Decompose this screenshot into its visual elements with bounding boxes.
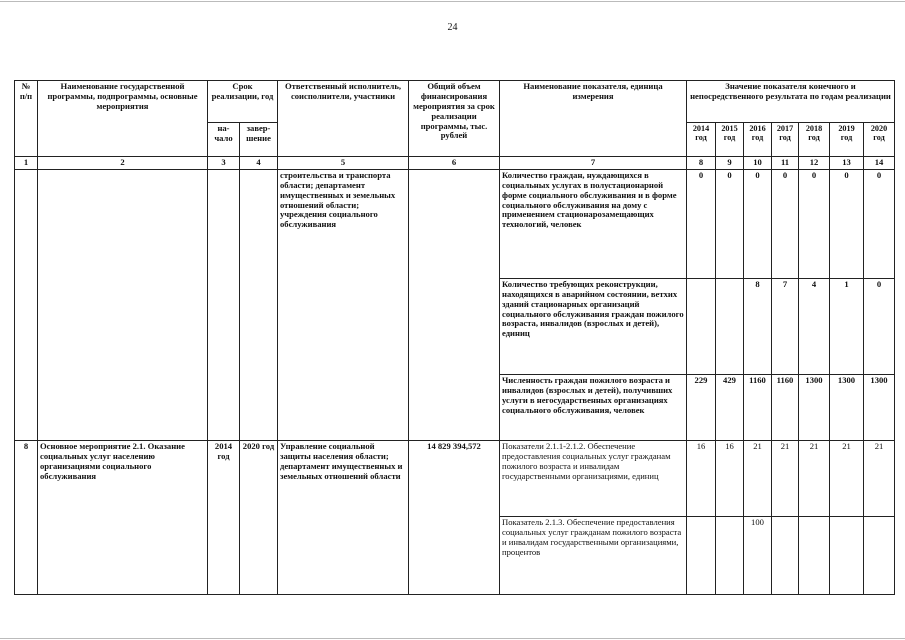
indicator-value — [716, 516, 744, 594]
indicator-value: 4 — [799, 278, 830, 374]
column-number: 4 — [240, 157, 278, 170]
indicator-value: 1300 — [799, 374, 830, 440]
indicator-value — [687, 278, 716, 374]
indicator-value: 16 — [687, 440, 716, 516]
header-year: 2014 год — [687, 123, 716, 157]
indicator-text: Количество требующих реконструкции, находящихся в аварийном состоянии, ветхих зданий стационарных организаций социального обслуживания граждан пожилого возраста, инвалидов (взрослых и детей), единиц — [500, 278, 687, 374]
column-number: 2 — [38, 157, 208, 170]
indicator-value: 0 — [799, 169, 830, 278]
header-year: 2020 год — [864, 123, 895, 157]
header-year: 2019 год — [830, 123, 864, 157]
indicator-value: 16 — [716, 440, 744, 516]
indicator-value — [687, 516, 716, 594]
indicator-value: 0 — [864, 169, 895, 278]
indicator-value — [772, 516, 799, 594]
indicator-value: 8 — [744, 278, 772, 374]
indicator-text: Показатели 2.1.1-2.1.2. Обеспечение предоставления социальных услуг гражданам пожилого возраста и инвалидам государственными организациями, единиц — [500, 440, 687, 516]
cell-no — [15, 169, 38, 440]
header-year: 2018 год — [799, 123, 830, 157]
cell-end: 2020 год — [240, 440, 278, 594]
cell-start — [208, 169, 240, 440]
column-number: 13 — [830, 157, 864, 170]
indicator-value: 1160 — [772, 374, 799, 440]
indicator-text: Численность граждан пожилого возраста и инвалидов (взрослых и детей), получивших услуги в негосударственных организациях социального обслуживания, человек — [500, 374, 687, 440]
indicator-value: 0 — [716, 169, 744, 278]
indicator-value: 21 — [772, 440, 799, 516]
cell-no: 8 — [15, 440, 38, 594]
page-number: 24 — [447, 22, 458, 33]
header-no: № п/п — [15, 81, 38, 157]
indicator-value: 21 — [830, 440, 864, 516]
indicator-value: 100 — [744, 516, 772, 594]
indicator-value: 0 — [687, 169, 716, 278]
cell-start: 2014 год — [208, 440, 240, 594]
indicator-value: 229 — [687, 374, 716, 440]
header-year: 2015 год — [716, 123, 744, 157]
indicator-value: 7 — [772, 278, 799, 374]
header-term-start: на-чало — [208, 123, 240, 157]
cell-name — [38, 169, 208, 440]
top-rule — [0, 1, 905, 2]
column-number: 10 — [744, 157, 772, 170]
indicator-value: 429 — [716, 374, 744, 440]
indicator-value: 1300 — [830, 374, 864, 440]
column-number-row — [15, 157, 895, 170]
bottom-rule — [0, 638, 905, 639]
indicator-value: 21 — [744, 440, 772, 516]
indicator-value: 0 — [744, 169, 772, 278]
column-number: 12 — [799, 157, 830, 170]
indicator-value: 21 — [799, 440, 830, 516]
header-financing: Общий объем финансирования мероприятия за срок реализации программы, тыс. рублей — [409, 81, 500, 157]
indicator-value: 0 — [864, 278, 895, 374]
indicator-value: 1 — [830, 278, 864, 374]
cell-name: Основное мероприятие 2.1. Оказание социальных услуг населению организациями социального обслуживания — [38, 440, 208, 594]
indicator-text: Показатель 2.1.3. Обеспечение предоставления социальных услуг гражданам пожилого возраста и инвалидам государственными организациями, процентов — [500, 516, 687, 594]
column-number: 7 — [500, 157, 687, 170]
header-indicator: Наименование показателя, единица измерения — [500, 81, 687, 157]
cell-financing: 14 829 394,572 — [409, 440, 500, 594]
header-year: 2017 год — [772, 123, 799, 157]
cell-executor: Управление социальной защиты населения области; департамент имущественных и земельных отношений области — [278, 440, 409, 594]
header-term-end: завер-шение — [240, 123, 278, 157]
indicator-value: 1160 — [744, 374, 772, 440]
header-executor: Ответственный исполнитель, соисполнители, участники — [278, 81, 409, 157]
table-row — [15, 169, 895, 278]
header-row — [15, 81, 895, 123]
program-table — [14, 80, 895, 595]
indicator-value — [830, 516, 864, 594]
indicator-value — [799, 516, 830, 594]
cell-end — [240, 169, 278, 440]
cell-financing — [409, 169, 500, 440]
indicator-text: Количество граждан, нуждающихся в социальных услугах в полустационарной форме социального обслуживания и в форме социального обслуживания на дому с применением стационарозамещающих технологий, человек — [500, 169, 687, 278]
column-number: 14 — [864, 157, 895, 170]
header-values: Значение показателя конечного и непосредственного результата по годам реализации — [687, 81, 895, 123]
table-row — [15, 440, 895, 516]
column-number: 11 — [772, 157, 799, 170]
header-name: Наименование государственной программы, подпрограммы, основные мероприятия — [38, 81, 208, 157]
column-number: 8 — [687, 157, 716, 170]
column-number: 5 — [278, 157, 409, 170]
column-number: 9 — [716, 157, 744, 170]
column-number: 6 — [409, 157, 500, 170]
indicator-value — [716, 278, 744, 374]
column-number: 3 — [208, 157, 240, 170]
column-number: 1 — [15, 157, 38, 170]
indicator-value: 0 — [830, 169, 864, 278]
indicator-value: 21 — [864, 440, 895, 516]
header-year: 2016 год — [744, 123, 772, 157]
indicator-value: 0 — [772, 169, 799, 278]
cell-executor: строительства и транспорта области; департамент имущественных и земельных отношений области; учреждения социального обслуживания — [278, 169, 409, 440]
indicator-value: 1300 — [864, 374, 895, 440]
header-term: Срок реализации, год — [208, 81, 278, 123]
indicator-value — [864, 516, 895, 594]
